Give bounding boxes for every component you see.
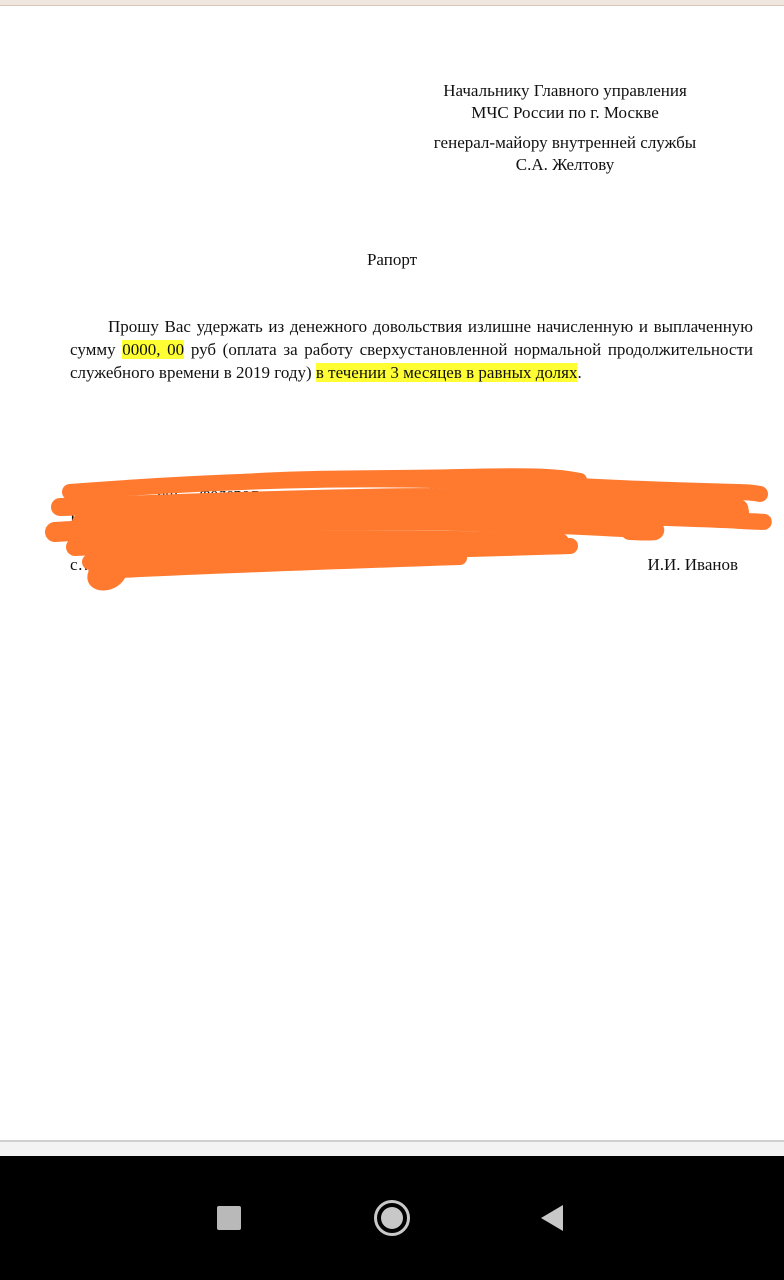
addressee-block xyxy=(380,80,750,176)
signature-line-1: …олог… …ещ… федерал… …противопо… …ной служб… xyxy=(70,484,504,503)
addressee-line-3: генерал-майору внутренней службы xyxy=(433,133,697,152)
body-text-part-1: Прошу Вас удержать из денежного довольствия излишне начисленную и выплаченную сумму xyxy=(70,317,753,359)
addressee-line-2: МЧС России по г. Москве xyxy=(471,103,659,122)
signature-line-3: г. Москве xyxy=(70,531,139,550)
circle-icon xyxy=(374,1200,410,1236)
square-icon xyxy=(217,1206,241,1230)
triangle-back-icon xyxy=(541,1205,563,1231)
highlighted-amount: 0000, 00 xyxy=(122,340,185,359)
signature-line-2: П… …федер… …п… xyxy=(70,507,228,527)
report-body xyxy=(70,315,753,384)
android-navigation-bar xyxy=(0,1156,784,1280)
body-text-end: . xyxy=(577,363,582,382)
redaction-scribble xyxy=(40,462,780,597)
highlighted-term: в течении 3 месяцев в равных долях xyxy=(315,363,578,382)
signature-line-4: с… …ы xyxy=(70,554,128,574)
addressee-line-1: Начальнику Главного управления xyxy=(443,81,687,100)
recent-apps-button[interactable] xyxy=(205,1194,253,1242)
document-title: Рапорт xyxy=(366,250,418,269)
addressee-line-4: С.А. Желтову xyxy=(515,155,615,174)
signer-name: И.И. Иванов xyxy=(647,554,738,574)
body-text-part-2: руб (оплата за работу сверхустановленной нормальной продолжительности служебного времени в 2019 году) xyxy=(70,340,753,382)
back-button[interactable] xyxy=(528,1194,576,1242)
page-gap xyxy=(0,1142,784,1156)
home-button[interactable] xyxy=(368,1194,416,1242)
